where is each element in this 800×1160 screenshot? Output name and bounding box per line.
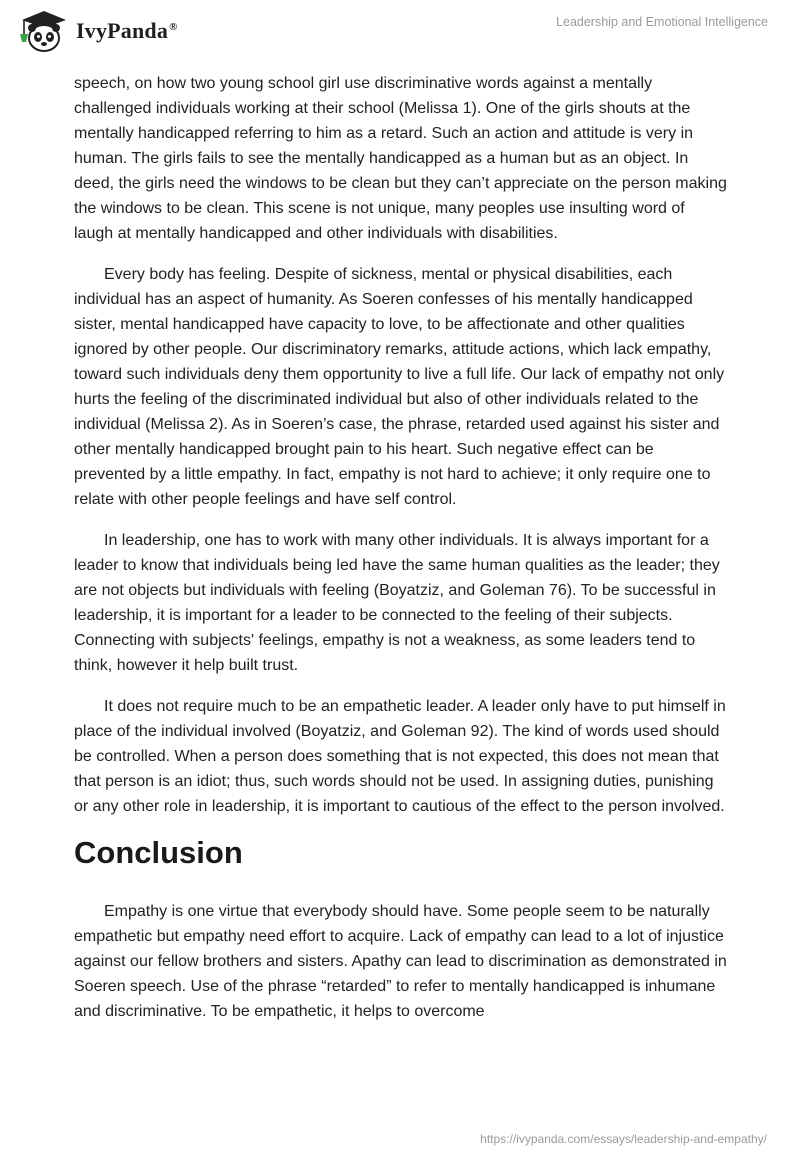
logo-text — [76, 18, 178, 44]
conclusion-paragraph: Empathy is one virtue that everybody should have. Some people seem to be naturally empathetic but empathy need effort to acquire. Lack of empathy can lead to a lot of injustice against our fellow brothers and sisters. Apathy can lead to discrimination as demonstrated in Soeren speech. Use of the phrase “retarded” to refer to mentally handicapped is inhumane and discriminative. To be empathetic, it helps to overcome — [74, 903, 727, 1020]
conclusion-heading: Conclusion — [74, 835, 243, 870]
essay-content — [74, 71, 728, 1040]
paragraph: In leadership, one has to work with many other individuals. It is always important for a leader to know that individuals being led have the same human qualities as the leader; they are not objects but individuals with feeling (Boyatziz, and Goleman 76). To be successful in leadership, it is important for a leader to be connected to the feeling of their subjects. Connecting with subjects' feelings, empathy is not a weakness, as some leaders tend to think, however it help built trust. — [74, 532, 720, 674]
paragraph-continued: speech, on how two young school girl use discriminative words against a mentally challenged individuals working at their school (Melissa 1). One of the girls shouts at the mentally handicapped referring to him as a retard. Such an action and attitude is very in human. The girls fails to see the mentally handicapped as a human but as an object. In deed, the girls need the windows to be clean but they can’t appreciate on the person making the windows to be clean. This scene is not unique, many peoples use insulting word of laugh at mentally handicapped and other individuals with disabilities. — [74, 75, 727, 242]
ivypanda-logo[interactable] — [14, 8, 178, 54]
registered-mark: ® — [169, 20, 178, 33]
logo-wordmark: IvyPanda — [76, 18, 169, 43]
paragraph: Every body has feeling. Despite of sickness, mental or physical disabilities, each individual has an aspect of humanity. As Soeren confesses of his mentally handicapped sister, mental handicapped have capacity to love, to be affectionate and other qualities ignored by other people. Our discriminatory remarks, attitude actions, which lack empathy, toward such individuals deny them opportunity to live a full life. Our lack of empathy not only hurts the feeling of the discriminated individual but also of other individuals related to the individual (Melissa 2). As in Soeren’s case, the phrase, retarded used against his sister and other mentally handicapped brought pain to his heart. Such negative effect can be prevented by a little empathy. In fact, empathy is not hard to achieve; it only require one to relate with other people feelings and have self control. — [74, 266, 725, 508]
page-header — [0, 0, 800, 70]
panda-graduate-icon — [14, 8, 72, 54]
paragraph: It does not require much to be an empathetic leader. A leader only have to put himself in place of the individual involved (Boyatziz, and Goleman 92). The kind of words used should be controlled. When a person does something that is not expected, this does not mean that that person is an idiot; thus, such words should not be used. In assigning duties, punishing or any other role in leadership, it is important to cautious of the effect to the person involved. — [74, 698, 726, 815]
document-title: Leadership and Emotional Intelligence — [556, 15, 768, 29]
source-url[interactable]: https://ivypanda.com/essays/leadership-and-empathy/ — [480, 1132, 767, 1146]
